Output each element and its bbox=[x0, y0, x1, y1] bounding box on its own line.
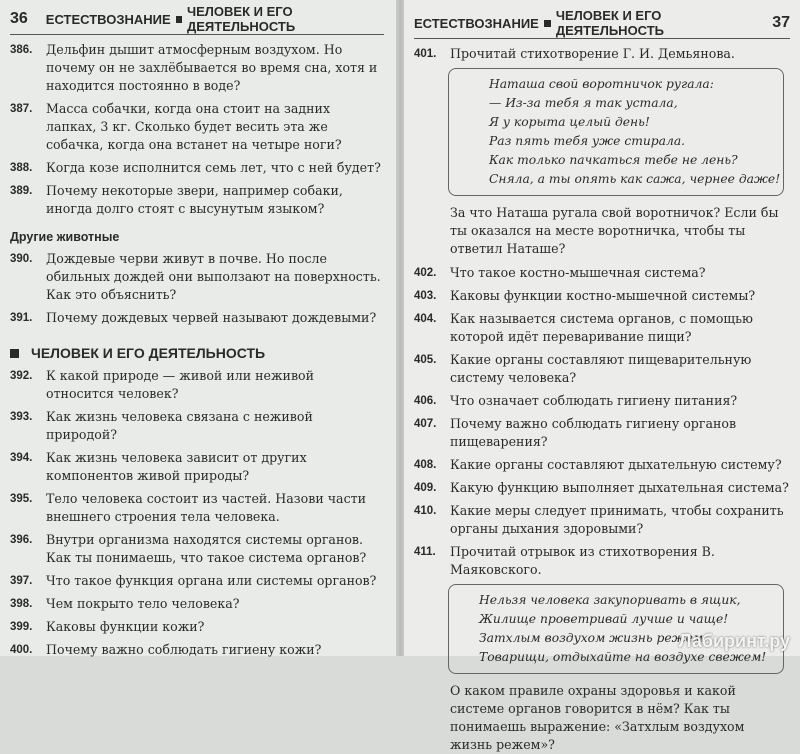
question-number: 389. bbox=[10, 185, 33, 197]
question-item bbox=[414, 479, 790, 497]
poem-line: Я у корыта целый день! bbox=[489, 115, 650, 129]
question-item bbox=[10, 159, 384, 177]
question-item bbox=[414, 287, 790, 305]
question-text: Как жизнь человека зависит от других компонентов живой природы? bbox=[46, 450, 307, 483]
question-text: Какие органы составляют дыхательную систему? bbox=[450, 457, 782, 472]
question-item bbox=[414, 264, 790, 282]
question-text: Дельфин дышит атмосферным воздухом. Но почему он не захлёбывается во время сна, хотя и находится постоянно в воде? bbox=[46, 42, 378, 93]
question-text: Что такое функция органа или системы органов? bbox=[46, 573, 377, 588]
poem1-question-text: За что Наташа ругала свой воротничок? Если бы ты оказался на месте воротничка, чтобы ты ответил Наташе? bbox=[450, 205, 779, 256]
right-page bbox=[404, 0, 800, 752]
question-number: 410. bbox=[414, 505, 437, 517]
right-page-number: 37 bbox=[772, 14, 790, 31]
question-text: Почему некоторые звери, например собаки, иногда долго стоят с высунутым языком? bbox=[46, 183, 343, 216]
question-number: 406. bbox=[414, 395, 437, 407]
question-text: Прочитай отрывок из стихотворения В. Маяковского. bbox=[450, 544, 715, 577]
left-page bbox=[0, 0, 398, 656]
left-page-header bbox=[10, 4, 384, 35]
question-number: 387. bbox=[10, 103, 33, 115]
question-item bbox=[10, 309, 384, 327]
section-title-text: ЧЕЛОВЕК И ЕГО ДЕЯТЕЛЬНОСТЬ bbox=[31, 345, 266, 361]
question-number: 392. bbox=[10, 370, 33, 382]
question-number: 404. bbox=[414, 313, 437, 325]
question-number: 386. bbox=[10, 44, 33, 56]
question-item bbox=[414, 45, 790, 63]
question-text: Почему дождевых червей называют дождевыми? bbox=[46, 310, 377, 325]
left-page-number: 36 bbox=[10, 10, 28, 27]
poem-line: Сняла, а ты опять как сажа, чернее даже! bbox=[489, 172, 781, 186]
question-list-animals bbox=[10, 41, 384, 218]
question-text: Каковы функции кожи? bbox=[46, 619, 205, 634]
question-number: 390. bbox=[10, 253, 33, 265]
question-item bbox=[414, 392, 790, 410]
question-item bbox=[10, 618, 384, 636]
question-number: 408. bbox=[414, 459, 437, 471]
question-number: 400. bbox=[10, 644, 33, 656]
question-item bbox=[10, 531, 384, 567]
question-number: 397. bbox=[10, 575, 33, 587]
question-number: 409. bbox=[414, 482, 437, 494]
question-text: Почему важно соблюдать гигиену кожи? bbox=[46, 642, 322, 657]
question-number: 407. bbox=[414, 418, 437, 430]
question-text: Когда козе исполнится семь лет, что с ней будет? bbox=[46, 160, 381, 175]
question-text: Масса собачки, когда она стоит на задних лапках, 3 кг. Сколько будет весить эта же собачка, когда она встанет на четыре ноги? bbox=[46, 101, 342, 152]
question-number: 396. bbox=[10, 534, 33, 546]
poem2-question-text: О каком правиле охраны здоровья и какой системе органов говорится в нём? Как ты понимаешь выражение: «Затхлым воздухом жизнь режем»? bbox=[450, 683, 745, 752]
right-page-header bbox=[414, 8, 790, 39]
question-number: 395. bbox=[10, 493, 33, 505]
question-item bbox=[414, 456, 790, 474]
poem-line: Товарищи, отдыхайте на воздухе свежем! bbox=[479, 650, 767, 664]
question-text: Прочитай стихотворение Г. И. Демьянова. bbox=[450, 46, 735, 61]
question-item bbox=[10, 41, 384, 95]
question-item bbox=[10, 100, 384, 154]
poem-line: Нельзя человека закупоривать в ящик, bbox=[479, 593, 741, 607]
header-square-icon bbox=[176, 16, 182, 23]
poem-line: Жилище проветривай лучше и чаще! bbox=[479, 612, 729, 626]
question-number: 388. bbox=[10, 162, 33, 174]
question-number: 411. bbox=[414, 546, 436, 558]
question-text: Что означает соблюдать гигиену питания? bbox=[450, 393, 738, 408]
question-text: Дождевые черви живут в почве. Но после обильных дождей они выползают на поверхность. Как это объяснить? bbox=[46, 251, 381, 302]
question-text: Чем покрыто тело человека? bbox=[46, 596, 240, 611]
left-header-topic: ЧЕЛОВЕК И ЕГО ДЕЯТЕЛЬНОСТЬ bbox=[187, 4, 296, 34]
question-list-right bbox=[414, 264, 790, 579]
question-text: Что такое костно-мышечная система? bbox=[450, 265, 706, 280]
poem-line: Раз пять тебя уже стирала. bbox=[489, 134, 686, 148]
question-text: Каковы функции костно-мышечной системы? bbox=[450, 288, 756, 303]
question-item bbox=[10, 595, 384, 613]
question-text: Почему важно соблюдать гигиену органов пищеварения? bbox=[450, 416, 737, 449]
question-item bbox=[10, 490, 384, 526]
question-number: 399. bbox=[10, 621, 33, 633]
question-text: Внутри организма находятся системы органов. Как ты понимаешь, что такое система органов? bbox=[46, 532, 367, 565]
subheading-other-animals: Другие животные bbox=[10, 230, 120, 244]
question-number: 401. bbox=[414, 48, 437, 60]
poem-box-mayakovsky bbox=[448, 584, 784, 674]
left-header-subject: ЕСТЕСТВОЗНАНИЕ bbox=[45, 11, 171, 27]
question-number: 394. bbox=[10, 452, 33, 464]
question-number: 398. bbox=[10, 598, 33, 610]
question-item bbox=[10, 182, 384, 218]
poem-line: Затхлым воздухом жизнь режем, bbox=[479, 631, 707, 645]
right-header-subject: ЕСТЕСТВОЗНАНИЕ bbox=[414, 15, 539, 31]
question-item bbox=[414, 351, 790, 387]
question-text: К какой природе — живой или неживой относится человек? bbox=[46, 368, 315, 401]
question-item bbox=[10, 641, 384, 659]
question-text: Какую функцию выполняет дыхательная система? bbox=[450, 480, 789, 495]
section-square-icon bbox=[10, 349, 19, 358]
question-item bbox=[10, 250, 384, 304]
question-text: Как называется система органов, с помощью которой идёт переваривание пищи? bbox=[450, 311, 753, 344]
question-list-other-animals bbox=[10, 250, 384, 327]
question-item bbox=[414, 310, 790, 346]
question-text: Какие меры следует принимать, чтобы сохранить органы дыхания здоровыми? bbox=[450, 503, 784, 536]
question-item bbox=[414, 543, 790, 579]
question-item bbox=[10, 367, 384, 403]
question-text: Какие органы составляют пищеварительную систему человека? bbox=[450, 352, 752, 385]
poem-line: Наташа свой воротничок ругала: bbox=[489, 77, 714, 91]
question-item bbox=[414, 415, 790, 451]
poem-box-demyanov bbox=[448, 68, 784, 196]
question-item bbox=[10, 449, 384, 485]
poem-line: — Из-за тебя я так устала, bbox=[489, 96, 678, 110]
header-square-icon bbox=[544, 20, 551, 27]
question-list-human bbox=[10, 367, 384, 659]
question-text: Тело человека состоит из частей. Назови части внешнего строения тела человека. bbox=[46, 491, 366, 524]
right-header-topic: ЧЕЛОВЕК И ЕГО ДЕЯТЕЛЬНОСТЬ bbox=[555, 8, 665, 38]
question-number: 391. bbox=[10, 312, 33, 324]
question-item bbox=[10, 408, 384, 444]
labirint-watermark: Лабиринт.ру bbox=[678, 631, 790, 651]
question-text: Как жизнь человека связана с неживой природой? bbox=[46, 409, 313, 442]
question-number: 393. bbox=[10, 411, 33, 423]
question-item bbox=[414, 502, 790, 538]
section-title bbox=[10, 345, 384, 361]
question-number: 403. bbox=[414, 290, 437, 302]
poem-line: Как только пачкаться тебе не лень? bbox=[489, 153, 738, 167]
question-number: 402. bbox=[414, 267, 437, 279]
question-item bbox=[10, 572, 384, 590]
question-number: 405. bbox=[414, 354, 437, 366]
